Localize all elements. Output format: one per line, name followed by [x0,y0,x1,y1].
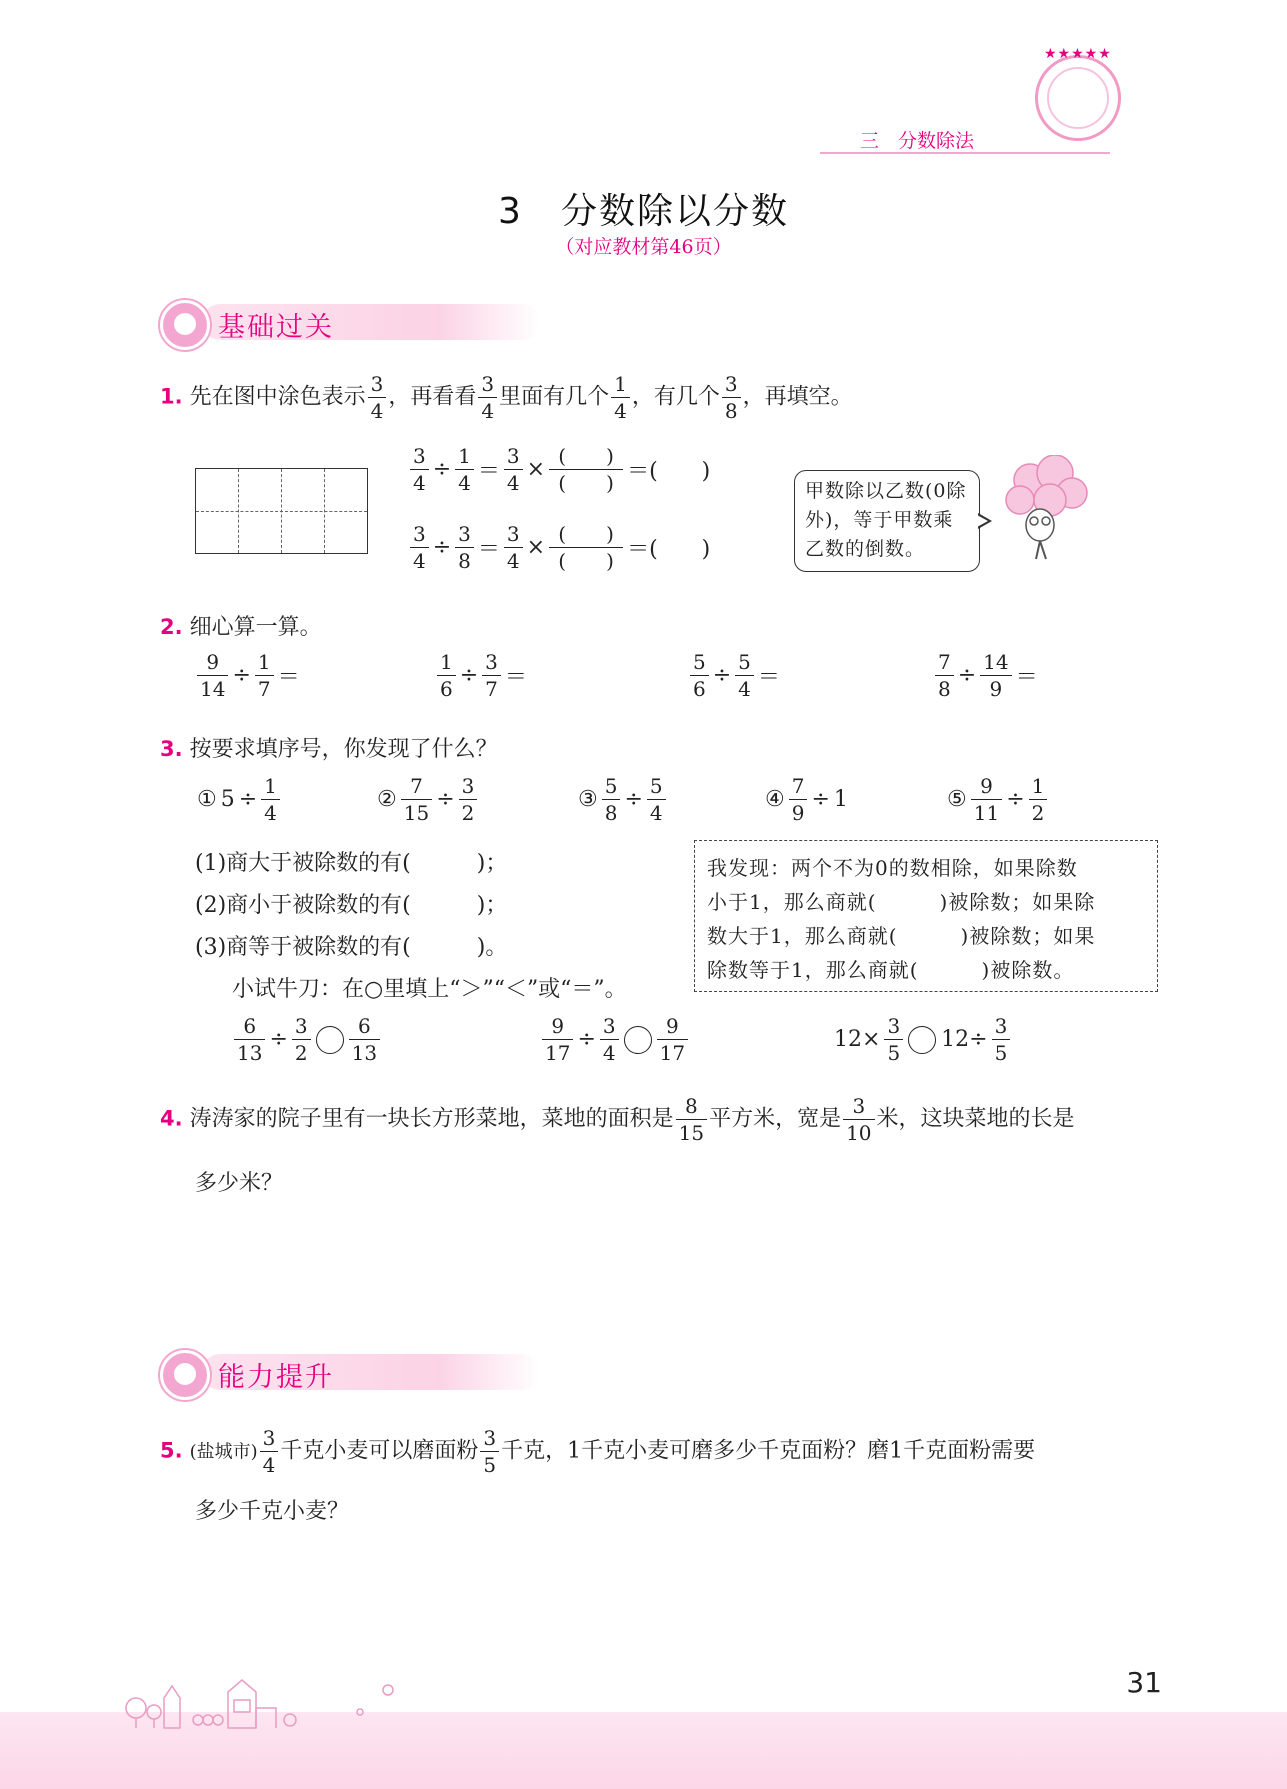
answer-blank[interactable]: ＝( ) [627,537,711,562]
discovery-line: 我发现：两个不为0的数相除，如果除数 [707,856,1078,880]
question-source-tag: (盐城市) [189,1441,258,1463]
header-divider [820,152,1110,154]
question-text: 千克，1千克小麦可磨多少千克面粉？磨1千克面粉需要 [501,1438,1036,1464]
option-item: ④ $\frac{7}{9}$ ÷ 1 [765,774,848,825]
question-text: 里面有几个 [499,384,610,410]
question-number: 4. [160,1106,183,1131]
calc-item[interactable]: $\frac{7}{8}$ ÷ $\frac{14}{9}$ ＝ [933,652,1040,699]
question-text: 先在图中涂色表示 [189,384,366,410]
trial-instruction: 小试牛刀：在○里填上“＞”“＜”或“＝”。 [232,977,627,1002]
compare-item: $\frac{6}{13}$ ÷ $\frac{3}{2}$ $\frac{6}{13}$ [232,1016,382,1063]
discovery-line: 除数等于1，那么商就( )被除数。 [707,958,1075,982]
seal-ring [1047,67,1109,129]
bubble-tail [977,515,988,527]
question-4: 4. 涛涛家的院子里有一块长方形菜地，菜地的面积是 $\frac{8}{15}$ 平方米，宽是 $\frac{3}{10}$ 米，这块菜地的长是 [160,1094,1075,1145]
answer-blank[interactable]: $\frac{( )}{( )}$ [549,446,623,493]
question-1 [160,374,853,421]
sub-question-3[interactable]: (3)商等于被除数的有( )。 [195,935,508,960]
section-banner-basic [160,300,560,344]
chapter-header: 三 分数除法 [860,130,975,152]
compare-circle[interactable] [908,1026,936,1054]
option-item: ⑤ $\frac{9}{11}$ ÷ $\frac{1}{2}$ [945,776,1049,823]
discovery-line: 数大于1，那么商就( )被除数；如果 [707,924,1096,948]
question-5: 5. (盐城市) $\frac{3}{4}$ 千克小麦可以磨面粉 $\frac{3}{5}$ 千克，1千克小麦可磨多少千克面粉？磨1千克面粉需要 [160,1426,1036,1477]
answer-blank[interactable]: $\frac{( )}{( )}$ [549,524,623,571]
question-number: 3. [160,737,183,761]
question-3 [160,732,498,763]
page-number: 31 [1126,1666,1162,1699]
compare-item: 12× $\frac{3}{5}$ 12÷ $\frac{3}{5}$ [832,1016,1012,1063]
question-text: 米，这块菜地的长是 [876,1106,1075,1132]
mascot-icon [160,1350,210,1400]
option-item: ① 5 ÷ $\frac{1}{4}$ [195,776,282,823]
calc-item[interactable]: $\frac{5}{6}$ ÷ $\frac{5}{4}$ ＝ [688,652,782,699]
fraction: $\frac{3}{4}$ [410,446,429,493]
option-item: ③ $\frac{5}{8}$ ÷ $\frac{5}{4}$ [576,776,668,823]
fraction: $\frac{3}{4}$ [410,524,429,571]
shading-grid[interactable] [195,468,368,554]
brand-seal-logo [1035,46,1121,141]
answer-blank[interactable]: ＝( ) [627,459,711,484]
section-title: 能力提升 [218,1362,334,1393]
question-text: 千克小麦可以磨面粉 [280,1438,479,1464]
castle-illustration-icon [120,1650,480,1730]
fraction: $\frac{3}{4}$ [504,446,523,493]
sub-question-1[interactable]: (1)商大于被除数的有( )； [195,851,508,876]
question-text: ，再填空。 [742,384,853,410]
option-item: ② $\frac{7}{15}$ ÷ $\frac{3}{2}$ [375,776,479,823]
fraction: $\frac{3}{4}$ [368,374,387,421]
question-text: ，有几个 [631,384,720,410]
equation-1: $\frac{3}{4}$ ÷ $\frac{1}{4}$ ＝ $\frac{3}{4}$ × $\frac{( )}{( )}$ ＝( ) [408,446,712,493]
question-number: 1. [160,384,183,409]
question-text: 多少米？ [195,1171,284,1196]
fraction: $\frac{3}{8}$ [722,374,741,421]
mascot-icon [160,300,210,350]
compare-circle[interactable] [316,1026,344,1054]
question-text: 按要求填序号，你发现了什么？ [189,737,498,762]
question-number: 5. [160,1438,183,1463]
section-title: 基础过关 [218,312,334,343]
fraction: $\frac{1}{4}$ [455,446,474,493]
tip-bubble: 甲数除以乙数(0除外)，等于甲数乘乙数的倒数。 [794,470,980,572]
fraction: $\frac{3}{4}$ [504,524,523,571]
sub-question-2[interactable]: (2)商小于被除数的有( )； [195,893,508,918]
star-icons: ★★★★★ [1044,46,1112,62]
question-text: ，再看看 [388,384,477,410]
question-text: 平方米，宽是 [709,1106,842,1132]
section-banner-advanced [160,1350,560,1394]
grid-divider [196,511,367,512]
fraction: $\frac{1}{4}$ [611,374,630,421]
question-text: 多少千克小麦？ [195,1499,350,1524]
question-number: 2. [160,615,183,639]
fraction: $\frac{3}{8}$ [455,524,474,571]
compare-item: $\frac{9}{17}$ ÷ $\frac{3}{4}$ $\frac{9}{17}$ [540,1016,690,1063]
fraction: $\frac{3}{4}$ [478,374,497,421]
discovery-box[interactable] [694,840,1158,992]
calc-item[interactable]: $\frac{9}{14}$ ÷ $\frac{1}{7}$ ＝ [195,652,302,699]
page-title: 3 分数除以分数 [498,191,789,232]
calc-item[interactable]: $\frac{1}{6}$ ÷ $\frac{3}{7}$ ＝ [435,652,529,699]
question-2 [160,610,322,641]
tree-mascot-icon [1000,455,1090,565]
question-text: 涛涛家的院子里有一块长方形菜地，菜地的面积是 [189,1106,674,1132]
question-text: 细心算一算。 [189,615,322,640]
equation-2: $\frac{3}{4}$ ÷ $\frac{3}{8}$ ＝ $\frac{3}{4}$ × $\frac{( )}{( )}$ ＝( ) [408,524,712,571]
compare-circle[interactable] [624,1026,652,1054]
discovery-line: 小于1，那么商就( )被除数；如果除 [707,890,1096,914]
page-subtitle: （对应教材第46页） [555,236,732,258]
